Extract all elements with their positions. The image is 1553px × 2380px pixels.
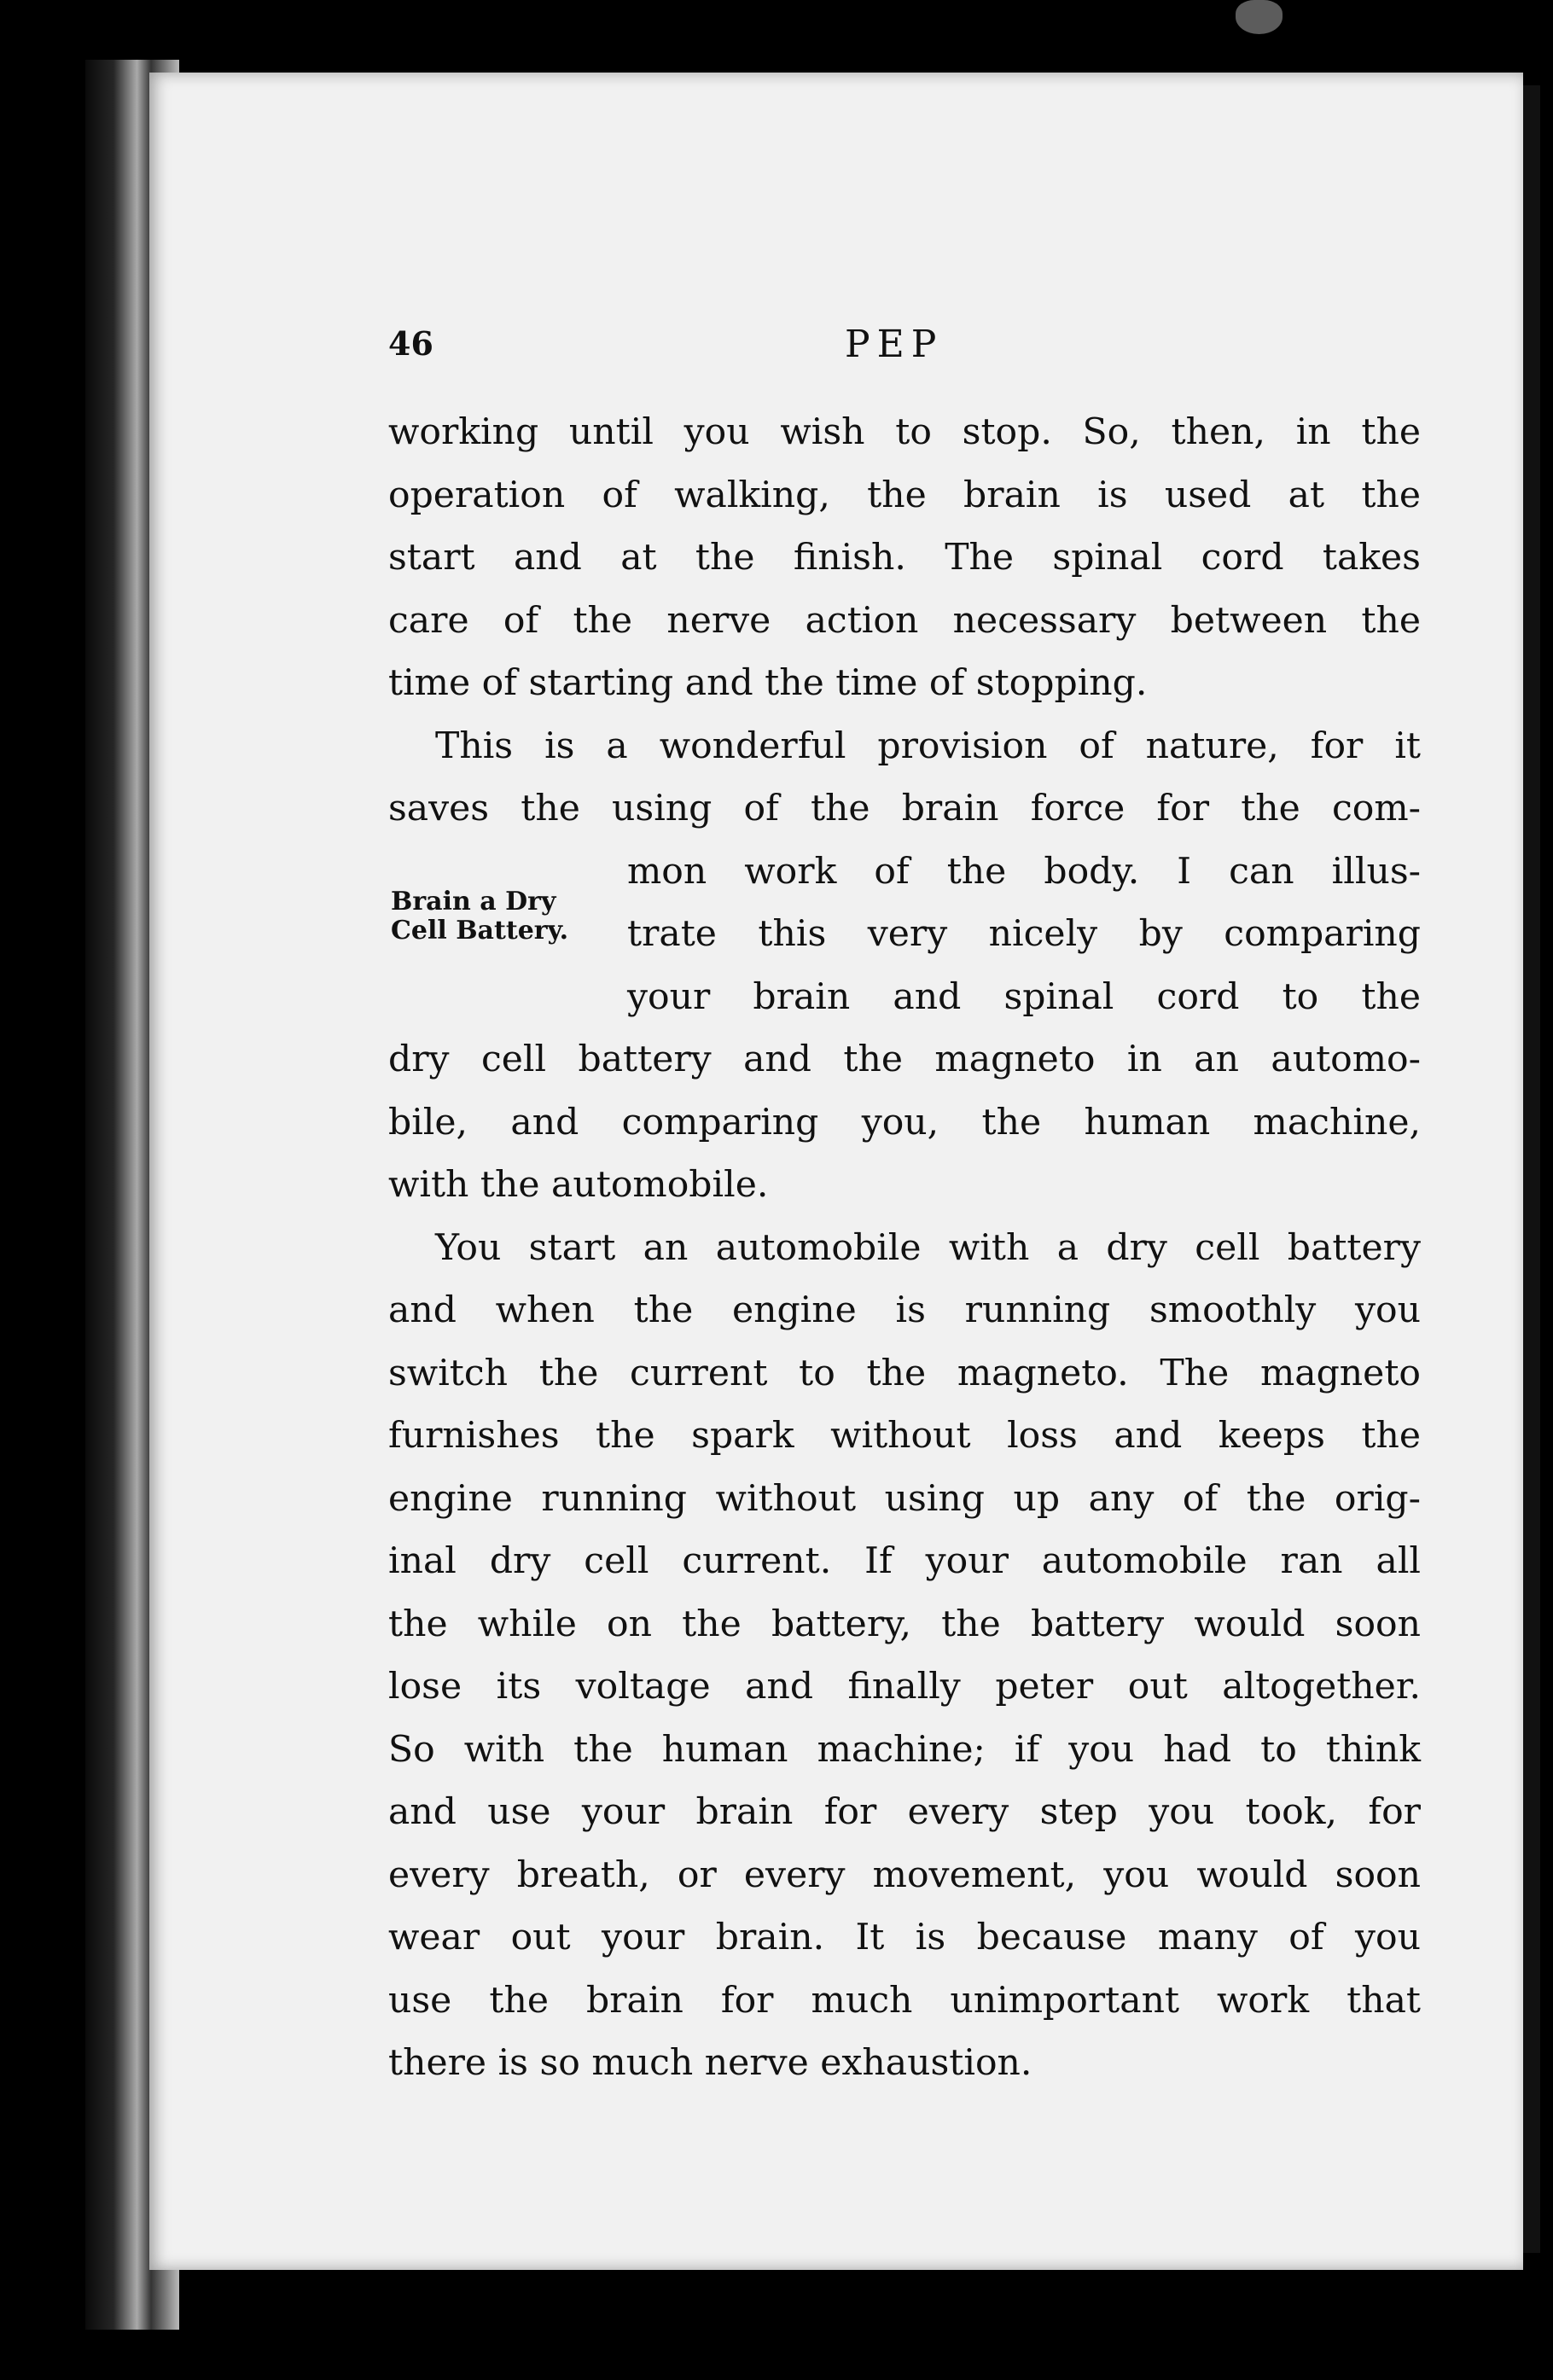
text-line: and use your brain for every step you took, for	[388, 1791, 1421, 1833]
text-line: time of starting and the time of stopping.	[388, 662, 1148, 704]
body-text	[388, 401, 1421, 2095]
text-line: and when the engine is running smoothly you	[388, 1289, 1421, 1331]
text-line: dry cell battery and the magneto in an automo-	[388, 1039, 1421, 1080]
margin-note-line: Cell Battery.	[391, 916, 569, 946]
text-line: lose its voltage and finally peter out altogether.	[388, 1666, 1421, 1708]
text-line: This is a wonderful provision of nature, for it	[435, 724, 1421, 767]
text-line: operation of walking, the brain is used at the	[388, 474, 1421, 516]
text-line: So with the human machine; if you had to think	[388, 1728, 1421, 1771]
page-number: 46	[388, 324, 433, 363]
text-line: bile, and comparing you, the human machine,	[388, 1101, 1421, 1143]
text-line: furnishes the spark without loss and keeps the	[388, 1415, 1421, 1457]
page-edge	[1523, 85, 1540, 2253]
paragraph	[388, 1217, 1421, 2095]
text-line: inal dry cell current. If your automobile ran all	[388, 1540, 1421, 1582]
paragraph	[388, 401, 1421, 715]
text-line: there is so much nerve exhaustion.	[388, 2042, 1032, 2084]
text-line: the while on the battery, the battery would soon	[388, 1603, 1421, 1645]
text-line: You start an automobile with a dry cell battery	[435, 1226, 1421, 1269]
text-line: engine running without using up any of the orig-	[388, 1477, 1421, 1520]
text-line: trate this very nicely by comparing	[627, 913, 1421, 955]
text-line: saves the using of the brain force for the com-	[388, 788, 1421, 829]
margin-note-line: Brain a Dry	[391, 887, 556, 917]
text-line: mon work of the body. I can illus-	[627, 850, 1421, 893]
scan-blemish	[1236, 0, 1283, 34]
text-line: working until you wish to stop. So, then, in the	[388, 411, 1421, 453]
text-line: your brain and spinal cord to the	[627, 975, 1421, 1018]
text-line: use the brain for much unimportant work that	[388, 1979, 1421, 2022]
text-line: care of the nerve action necessary between the	[388, 599, 1421, 642]
text-line: switch the current to the magneto. The magneto	[388, 1352, 1421, 1394]
text-line: every breath, or every movement, you would soon	[388, 1853, 1421, 1896]
running-head: PEP	[845, 323, 944, 366]
text-line: with the automobile.	[388, 1164, 769, 1206]
paragraph	[388, 715, 1421, 1217]
text-line: wear out your brain. It is because many of you	[388, 1917, 1421, 1958]
text-line: start and at the finish. The spinal cord takes	[388, 537, 1421, 579]
